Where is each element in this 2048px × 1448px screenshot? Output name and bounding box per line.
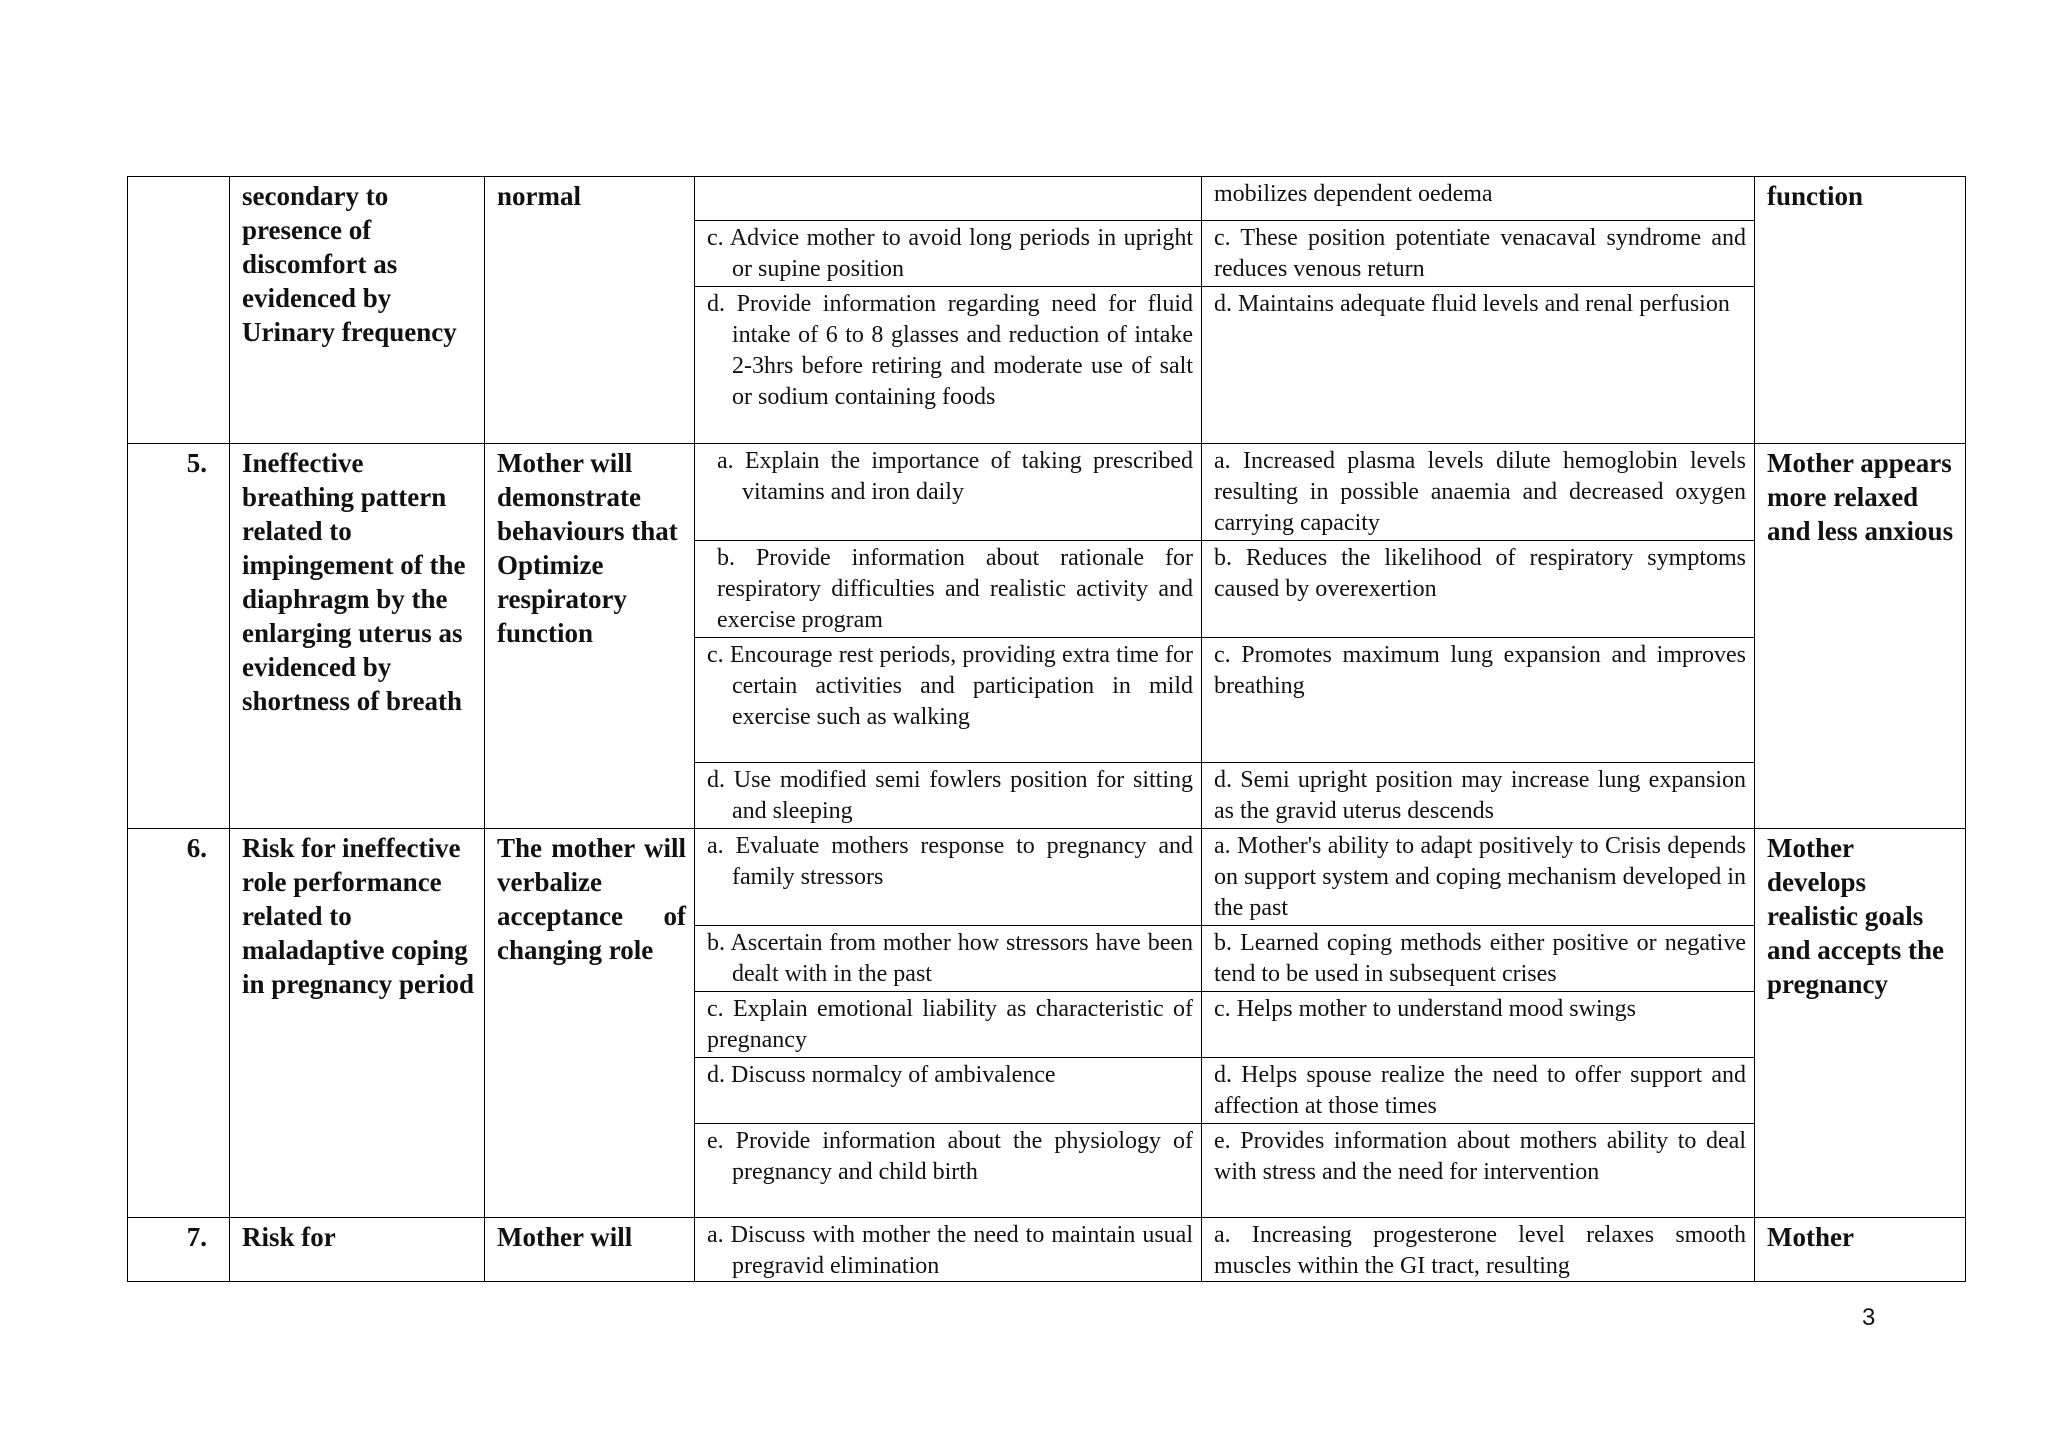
evaluation-cell: function xyxy=(1755,177,1966,444)
rationale-cell: b. Reduces the likelihood of respiratory symptoms caused by overexertion xyxy=(1202,541,1755,638)
rationale-text: a. Increasing progesterone level relaxes smooth muscles within the GI tract, resulting xyxy=(1214,1222,1746,1279)
intervention-text: d. Provide information regarding need for fluid intake of 6 to 8 glasses and reduction of intake 2-3hrs before retiring and moderate use of salt or sodium containing foods xyxy=(707,291,1193,410)
evaluation-cell: Mother appears more relaxed and less anxious xyxy=(1755,444,1966,829)
goal-cell: The mother will verbalize acceptance of changing role xyxy=(485,829,695,1218)
rationale-cell: c. Helps mother to understand mood swings xyxy=(1202,992,1755,1058)
diagnosis-cell: secondary to presence of discomfort as evidenced by Urinary frequency xyxy=(230,177,485,444)
intervention-cell xyxy=(695,177,1202,221)
intervention-text: e. Provide information about the physiology of pregnancy and child birth xyxy=(707,1128,1193,1185)
table-row xyxy=(128,444,1966,541)
diagnosis-cell: Ineffective breathing pattern related to impingement of the diaphragm by the enlarging uterus as evidenced by shortness of breath xyxy=(230,444,485,829)
evaluation-cell: Mother develops realistic goals and accepts the pregnancy xyxy=(1755,829,1966,1218)
intervention-text: c. Encourage rest periods, providing extra time for certain activities and participation in mild exercise such as walking xyxy=(707,642,1193,730)
table-row xyxy=(128,177,1966,221)
intervention-text: d. Use modified semi fowlers position for sitting and sleeping xyxy=(707,767,1193,824)
intervention-text: a. Explain the importance of taking prescribed vitamins and iron daily xyxy=(717,448,1193,505)
goal-cell: Mother will demonstrate behaviours that Optimize respiratory function xyxy=(485,444,695,829)
intervention-text: a. Discuss with mother the need to maintain usual pregravid elimination xyxy=(707,1222,1193,1279)
goal-cell: Mother will xyxy=(485,1218,695,1282)
rationale-cell: d. Semi upright position may increase lung expansion as the gravid uterus descends xyxy=(1202,763,1755,829)
rationale-cell: a. Mother's ability to adapt positively to Crisis depends on support system and coping mechanism developed in the past xyxy=(1202,829,1755,926)
rationale-cell: d. Maintains adequate fluid levels and renal perfusion xyxy=(1202,287,1755,444)
rationale-cell: e. Provides information about mothers ability to deal with stress and the need for intervention xyxy=(1202,1124,1755,1218)
diagnosis-cell: Risk for xyxy=(230,1218,485,1282)
goal-cell: normal xyxy=(485,177,695,444)
rationale-cell: d. Helps spouse realize the need to offer support and affection at those times xyxy=(1202,1058,1755,1124)
table-row xyxy=(128,829,1966,926)
rationale-cell: b. Learned coping methods either positive or negative tend to be used in subsequent crises xyxy=(1202,926,1755,992)
intervention-text: c. Advice mother to avoid long periods in upright or supine position xyxy=(707,225,1193,282)
diagnosis-cell: Risk for ineffective role performance related to maladaptive coping in pregnancy period xyxy=(230,829,485,1218)
intervention-text: b. Ascertain from mother how stressors have been dealt with in the past xyxy=(707,930,1193,987)
rationale-cell: a. Increased plasma levels dilute hemoglobin levels resulting in possible anaemia and decreased oxygen carrying capacity xyxy=(1202,444,1755,541)
row-number-cell xyxy=(128,177,230,444)
page-number: 3 xyxy=(1862,1304,1876,1331)
row-number-cell: 5. xyxy=(128,444,230,829)
rationale-cell: mobilizes dependent oedema xyxy=(1202,177,1755,221)
intervention-text: c. Explain emotional liability as characteristic of pregnancy xyxy=(707,996,1193,1053)
rationale-cell: c. These position potentiate venacaval syndrome and reduces venous return xyxy=(1202,221,1755,287)
rationale-cell: c. Promotes maximum lung expansion and improves breathing xyxy=(1202,638,1755,763)
table-row xyxy=(128,1218,1966,1282)
intervention-text: a. Evaluate mothers response to pregnancy and family stressors xyxy=(707,833,1193,890)
care-plan-table xyxy=(127,176,1966,1282)
evaluation-cell: Mother xyxy=(1755,1218,1966,1282)
row-number-cell: 7. xyxy=(128,1218,230,1282)
intervention-text: b. Provide information about rationale for respiratory difficulties and realistic activity and exercise program xyxy=(717,545,1193,633)
intervention-text: d. Discuss normalcy of ambivalence xyxy=(707,1062,1056,1088)
row-number-cell: 6. xyxy=(128,829,230,1218)
